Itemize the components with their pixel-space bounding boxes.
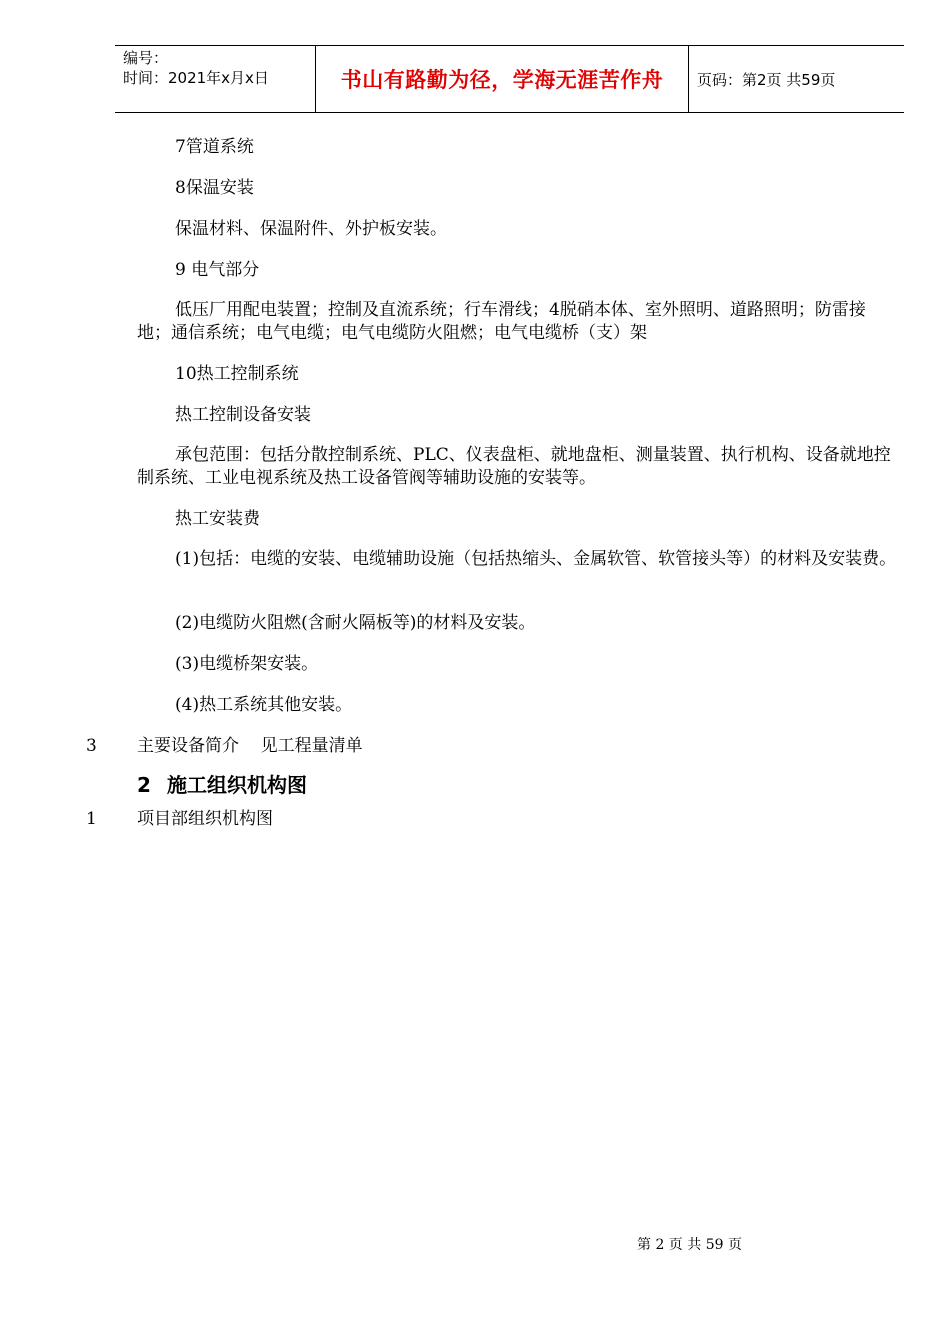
fee-item-4: (4)热工系统其他安装。	[175, 695, 353, 715]
item-10-heading: 10热工控制系统	[175, 364, 299, 384]
subsection-1-number: 1	[86, 809, 97, 829]
item-10-subheading: 热工控制设备安装	[175, 405, 311, 425]
item-7-heading: 7管道系统	[175, 137, 254, 157]
item-8-heading: 8保温安装	[175, 178, 254, 198]
date-line: 时间：2021年x月x日	[123, 69, 269, 87]
item-8-detail: 保温材料、保温附件、外护板安装。	[175, 219, 447, 239]
item-9-detail: 低压厂用配电装置；控制及直流系统；行车滑线；4脱硝本体、室外照明、道路照明；防雷接地；通信系统；电气电缆；电气电缆防火阻燃；电气电缆桥（支）架	[137, 300, 866, 343]
page-info: 页码：第2页 共59页	[697, 70, 836, 89]
fee-item-3: (3)电缆桥架安装。	[175, 654, 319, 674]
chapter-number: 2	[137, 773, 151, 797]
header-page-cell	[689, 46, 904, 112]
chapter-title: 施工组织机构图	[167, 773, 307, 797]
item-9-heading: 9 电气部分	[175, 260, 260, 280]
fee-item-2: (2)电缆防火阻燃(含耐火隔板等)的材料及安装。	[175, 613, 536, 633]
fee-title: 热工安装费	[175, 509, 260, 529]
subsection-1-text: 项目部组织机构图	[137, 809, 273, 829]
section-3-text: 主要设备简介 见工程量清单	[137, 736, 363, 756]
motto-text: 书山有路勤为径，学海无涯苦作舟	[340, 68, 664, 92]
serial-number-label: 编号：	[123, 49, 169, 67]
fee-item-1: (1)包括：电缆的安装、电缆辅助设施（包括热缩头、金属软管、软管接头等）的材料及安装费。	[175, 549, 897, 569]
header-meta-cell	[115, 46, 316, 112]
scope-paragraph: 承包范围：包括分散控制系统、PLC、仪表盘柜、就地盘柜、测量装置、执行机构、设备就地控制系统、工业电视系统及热工设备管阀等辅助设施的安装等。	[137, 445, 891, 488]
page-header	[115, 45, 904, 113]
section-3-number: 3	[86, 736, 97, 756]
chapter-heading	[137, 772, 307, 798]
page-footer: 第 2 页 共 59 页	[637, 1237, 742, 1253]
header-motto-cell	[316, 46, 689, 112]
